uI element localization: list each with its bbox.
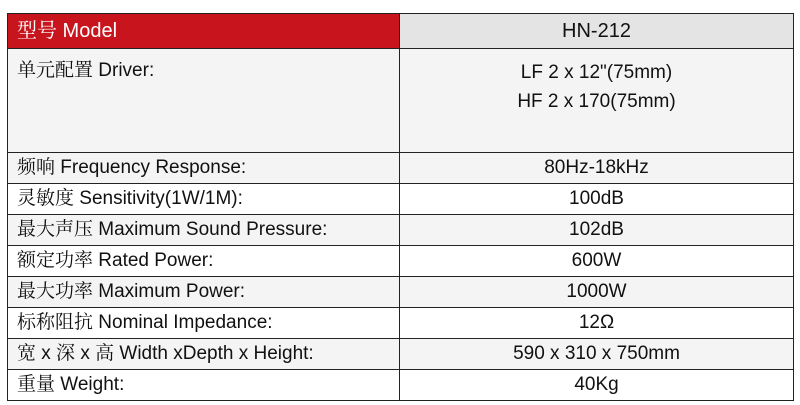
table-row <box>8 370 794 401</box>
spec-label: 宽 x 深 x 高 Width xDepth x Height: <box>8 339 400 370</box>
driver-lf-value: LF 2 x 12"(75mm) <box>520 62 673 83</box>
spec-label: 最大功率 Maximum Power: <box>8 277 400 308</box>
table-header-row <box>8 14 794 49</box>
spec-label: 最大声压 Maximum Sound Pressure: <box>8 215 400 246</box>
spec-label: 标称阻抗 Nominal Impedance: <box>8 308 400 339</box>
spec-value: 590 x 310 x 750mm <box>400 339 794 370</box>
table-row <box>8 277 794 308</box>
table-row-driver <box>8 49 794 153</box>
driver-hf-value: HF 2 x 170(75mm) <box>517 91 676 112</box>
table-row <box>8 308 794 339</box>
driver-value <box>400 49 794 153</box>
spec-value: 12Ω <box>400 308 794 339</box>
spec-value: 80Hz-18kHz <box>400 153 794 184</box>
spec-value: 600W <box>400 246 794 277</box>
table-row <box>8 339 794 370</box>
driver-label: 单元配置 Driver: <box>8 49 400 153</box>
model-label: 型号 Model <box>8 14 400 49</box>
model-value: HN-212 <box>400 14 794 49</box>
spec-value: 102dB <box>400 215 794 246</box>
table-row <box>8 215 794 246</box>
spec-label: 重量 Weight: <box>8 370 400 401</box>
table-row <box>8 153 794 184</box>
spec-label: 频响 Frequency Response: <box>8 153 400 184</box>
spec-value: 1000W <box>400 277 794 308</box>
spec-label: 额定功率 Rated Power: <box>8 246 400 277</box>
spec-label: 灵敏度 Sensitivity(1W/1M): <box>8 184 400 215</box>
spec-value: 100dB <box>400 184 794 215</box>
table-row <box>8 246 794 277</box>
spec-table <box>7 13 794 401</box>
spec-value: 40Kg <box>400 370 794 401</box>
table-row <box>8 184 794 215</box>
